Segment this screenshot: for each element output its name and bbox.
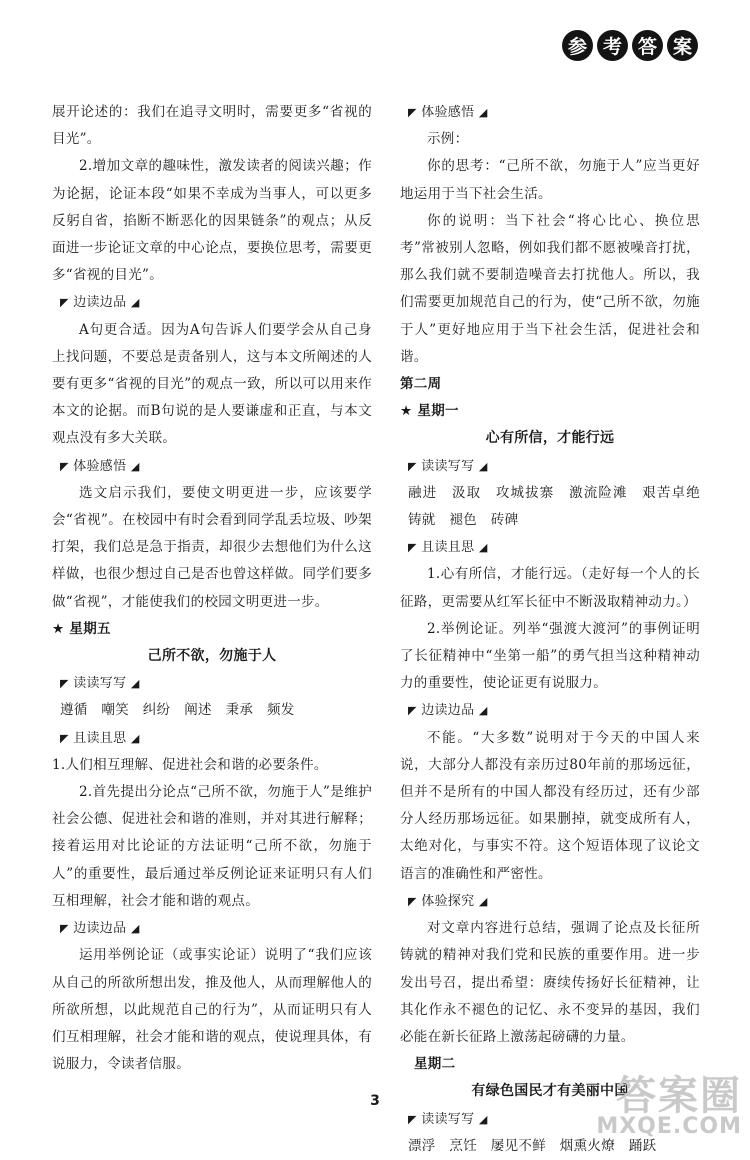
section-tag-label: 体验探究 xyxy=(421,893,475,909)
answer-paragraph: 展开论述的：我们在追寻文明时，需要更多“省视的目光”。 xyxy=(52,104,372,148)
answer-paragraph: 示例： xyxy=(427,131,469,148)
answer-paragraph: 2.增加文章的趣味性，激发读者的阅读兴趣；作为论据，论证本段“如果不幸成为当事人，可以更多反躬自省，掐断不断恶化的因果链条”的观点；从反面进一步论证文章的中心论点，要换位思考，需要更多“省视的目光”。 xyxy=(52,158,372,284)
page-number: 3 xyxy=(370,1093,380,1109)
tag-left-triangle-icon: ◤ xyxy=(60,731,69,745)
answer-paragraph: 不能。“大多数”说明对于今天的中国人来说，大部分人都没有亲历过80年前的那场远征，但并不是所有的中国人都没有经历过，还有少部分人经历那场远征。如果删掉，就变成所有人，太绝对化，与事实不符。这个短语体现了议论文语言的准确性和严密性。 xyxy=(400,729,700,882)
answer-paragraph: 对文章内容进行总结，强调了论点及长征所铸就的精神对我们党和民族的重要作用。进一步发出号召，提出希望：赓续传扬好长征精神，让其化作永不褪色的记忆、永不变异的基因，我们必能在新长征路上激荡起磅礴的力量。 xyxy=(400,920,700,1045)
answer-key-header xyxy=(562,30,698,61)
section-tag xyxy=(52,670,372,697)
article-title: 己所不欲，勿施于人 xyxy=(147,648,277,665)
section-tag xyxy=(52,453,372,480)
weekday-heading: 星期二 xyxy=(414,1056,456,1073)
header-char: 案 xyxy=(667,30,698,61)
header-char: 考 xyxy=(597,30,628,61)
vocabulary-list: 遵循 嘲笑 纠纷 阐述 秉承 频发 xyxy=(60,702,295,719)
star-icon: ★ xyxy=(52,620,70,637)
weekday-label: 星期五 xyxy=(69,620,111,637)
left-column xyxy=(52,99,372,1078)
weekday-heading xyxy=(52,616,372,643)
tag-left-triangle-icon: ◤ xyxy=(60,677,69,691)
watermark-url: MXQE.COM xyxy=(596,1114,742,1139)
section-tag xyxy=(400,99,700,126)
tag-left-triangle-icon: ◤ xyxy=(408,106,417,119)
answer-paragraph: 运用举例论证（或事实论证）说明了“我们应该从自己的所欲所想出发，推及他人，从而理解他人的所欲所想，以此规范自己的行为”，从而证明只有人们互相理解，社会才能和谐的观点，使说理具体，有说服力，令读者信服。 xyxy=(52,947,372,1073)
section-tag xyxy=(400,697,700,724)
answer-paragraph: 2.举例论证。列举“强渡大渡河”的事例证明了长征精神中“坐第一船”的勇气担当这种精神动力的重要性，使论证更有说服力。 xyxy=(400,620,700,692)
answer-paragraph: 1.心有所信，才能行远。（走好每一个人的长征路，更需要从红军长征中不断汲取精神动力。） xyxy=(400,566,700,610)
watermark-logo-text: 答案圈 xyxy=(616,1073,742,1119)
tag-right-triangle-icon: ◢ xyxy=(130,296,140,310)
tag-right-triangle-icon: ◢ xyxy=(130,677,140,691)
tag-right-triangle-icon: ◢ xyxy=(478,541,488,555)
tag-left-triangle-icon: ◤ xyxy=(60,922,69,936)
section-tag-label: 体验感悟 xyxy=(73,458,127,474)
answer-paragraph: 2.首先提出分论点“己所不欲，勿施于人”是维护社会公德、促进社会和谐的准则，并对其进行解释；接着运用对比论证的方法证明“己所不欲，勿施于人”的重要性，最后通过举反例论证来证明只有人们互相理解，社会才能和谐的观点。 xyxy=(52,784,372,909)
tag-left-triangle-icon: ◤ xyxy=(408,894,417,908)
tag-left-triangle-icon: ◤ xyxy=(60,296,69,310)
section-tag xyxy=(400,534,700,561)
section-tag-label: 边读边品 xyxy=(73,295,127,311)
weekday-heading xyxy=(400,398,700,425)
article-title: 有绿色国民才有美丽中国 xyxy=(471,1083,629,1100)
tag-left-triangle-icon: ◤ xyxy=(408,459,417,473)
weekday-label: 星期一 xyxy=(417,403,459,420)
watermark xyxy=(596,1073,742,1139)
section-tag xyxy=(52,915,372,942)
section-tag xyxy=(400,888,700,915)
header-char: 答 xyxy=(632,30,663,61)
answer-paragraph: 你的说明：当下社会“将心比心、换位思考”常被别人忽略，例如我们都不愿被噪音打扰，那么我们就不要制造噪音去打扰他人。所以，我们需要更加规范自己的行为，使“己所不欲，勿施于人”更好地应用于当下社会生活，促进社会和谐。 xyxy=(400,212,700,365)
section-tag-label: 读读写写 xyxy=(421,1111,475,1127)
right-column xyxy=(400,99,714,1160)
tag-right-triangle-icon: ◢ xyxy=(478,704,488,718)
section-tag xyxy=(400,453,700,480)
section-tag-label: 且读且思 xyxy=(421,540,475,556)
answer-paragraph: 你的思考：“己所不欲，勿施于人”应当更好地运用于当下社会生活。 xyxy=(400,158,700,202)
answer-paragraph: 选文启示我们，要使文明更进一步，应该要学会“省视”。在校园中有时会看到同学乱丢垃圾、吵架打架，我们总是急于指责，却很少去想他们为什么这样做，也很少想过自己是否也曾这样做。同学们要多做“省视”，才能使我们的校园文明更进一步。 xyxy=(52,484,372,610)
article-title: 心有所信，才能行远 xyxy=(485,430,615,447)
tag-right-triangle-icon: ◢ xyxy=(478,1112,488,1126)
section-tag-label: 边读边品 xyxy=(73,921,127,937)
tag-left-triangle-icon: ◤ xyxy=(60,459,69,473)
week-heading: 第二周 xyxy=(400,376,442,393)
vocabulary-list: 漂浮 烹饪 屡见不鲜 烟熏火燎 踊跃 xyxy=(408,1137,657,1154)
tag-left-triangle-icon: ◤ xyxy=(408,704,417,718)
section-tag-label: 读读写写 xyxy=(421,458,475,474)
tag-right-triangle-icon: ◢ xyxy=(478,894,488,908)
header-char: 参 xyxy=(562,30,593,61)
answer-paragraph: 1.人们相互理解、促进社会和谐的必要条件。 xyxy=(52,756,328,773)
tag-left-triangle-icon: ◤ xyxy=(408,1112,417,1126)
tag-right-triangle-icon: ◢ xyxy=(130,731,140,745)
section-tag-label: 读读写写 xyxy=(73,676,127,692)
tag-right-triangle-icon: ◢ xyxy=(478,459,488,473)
section-tag xyxy=(52,289,372,316)
star-icon: ★ xyxy=(400,403,418,420)
tag-right-triangle-icon: ◢ xyxy=(130,459,140,473)
vocabulary-list: 融进 汲取 攻城拔寨 激流险滩 艰苦卓绝 铸就 褪色 砖碑 xyxy=(408,484,714,529)
section-tag-label: 边读边品 xyxy=(421,703,475,719)
tag-right-triangle-icon: ◢ xyxy=(478,106,488,119)
section-tag-label: 体验感悟 xyxy=(421,105,475,120)
tag-left-triangle-icon: ◤ xyxy=(408,541,417,555)
answer-paragraph: A句更合适。因为A句告诉人们要学会从自己身上找问题，不要总是责备别人，这与本文所阐述的人要有更多“省视的目光”的观点一致，所以可以用来作本文的论据。而B句说的是人要谦虚和正直，与本文观点没有多大关联。 xyxy=(52,321,372,447)
section-tag-label: 且读且思 xyxy=(73,730,127,746)
tag-right-triangle-icon: ◢ xyxy=(130,922,140,936)
section-tag xyxy=(52,725,372,752)
